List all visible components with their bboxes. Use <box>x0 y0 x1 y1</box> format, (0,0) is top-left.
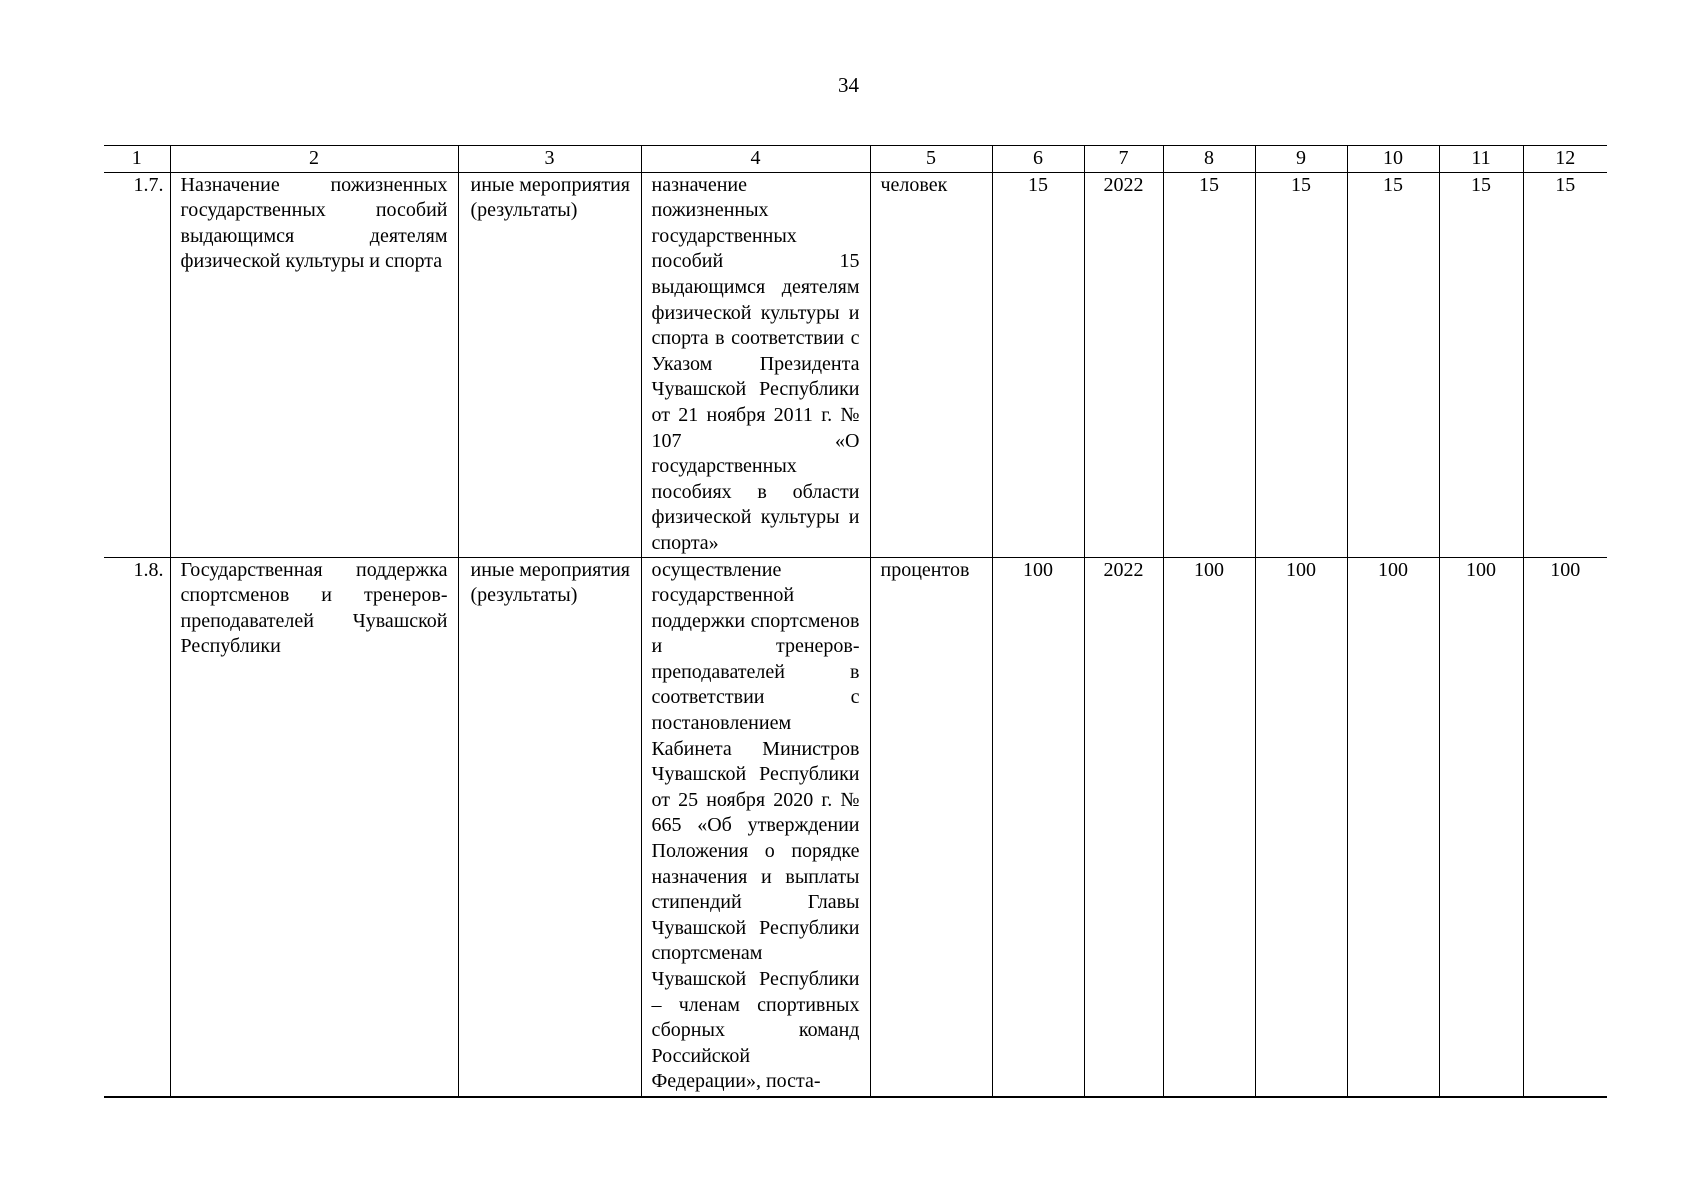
table-row <box>104 172 1607 557</box>
row-number: 1.7. <box>104 172 170 557</box>
value-cell: 15 <box>1255 172 1347 557</box>
value-cell: 15 <box>992 172 1084 557</box>
page-number: 34 <box>838 73 859 97</box>
value-cell: 15 <box>1163 172 1255 557</box>
value-cell: 100 <box>1347 557 1439 1097</box>
table-row <box>104 557 1607 1097</box>
value-cell: 15 <box>1523 172 1607 557</box>
column-header: 12 <box>1523 146 1607 173</box>
column-header: 8 <box>1163 146 1255 173</box>
unit-of-measure: процентов <box>870 557 992 1097</box>
measure-description: осуществление государственной поддержки спортсменов и тренеров-преподавателей в соответствии с постановлением Кабинета Министров Чувашской Республики от 25 ноября 2020 г. № 665 «Об утверждении Положения о порядке назначения и выплаты стипендий Главы Чувашской Республики спортсменам Чувашской Республики – членам спортивных сборных команд Российской Федерации», поста- <box>641 557 870 1097</box>
column-header: 4 <box>641 146 870 173</box>
measure-name: Назначение пожизненных государственных пособий выдающимся деятелям физической культуры и спорта <box>170 172 458 557</box>
column-header: 10 <box>1347 146 1439 173</box>
column-header: 9 <box>1255 146 1347 173</box>
indicators-table <box>104 145 1607 1098</box>
value-cell: 100 <box>1255 557 1347 1097</box>
column-header: 6 <box>992 146 1084 173</box>
column-header: 5 <box>870 146 992 173</box>
measure-type: иные мероприятия (результаты) <box>458 172 641 557</box>
column-header: 1 <box>104 146 170 173</box>
value-cell: 100 <box>1523 557 1607 1097</box>
value-cell: 100 <box>992 557 1084 1097</box>
value-cell: 100 <box>1163 557 1255 1097</box>
year-cell: 2022 <box>1084 557 1163 1097</box>
value-cell: 15 <box>1347 172 1439 557</box>
year-cell: 2022 <box>1084 172 1163 557</box>
row-number: 1.8. <box>104 557 170 1097</box>
measure-name: Государственная поддержка спортсменов и тренеров-преподавателей Чувашской Республики <box>170 557 458 1097</box>
measure-description: назначение пожизненных государственных пособий 15 выдающимся деятелям физической культуры и спорта в соответствии с Указом Президента Чувашской Республики от 21 ноября 2011 г. № 107 «О государственных пособиях в области физической культуры и спорта» <box>641 172 870 557</box>
value-cell: 100 <box>1439 557 1523 1097</box>
value-cell: 15 <box>1439 172 1523 557</box>
column-header: 3 <box>458 146 641 173</box>
column-header: 11 <box>1439 146 1523 173</box>
column-header: 7 <box>1084 146 1163 173</box>
column-header: 2 <box>170 146 458 173</box>
measure-type: иные мероприятия (результаты) <box>458 557 641 1097</box>
unit-of-measure: человек <box>870 172 992 557</box>
table-header-row <box>104 146 1607 173</box>
